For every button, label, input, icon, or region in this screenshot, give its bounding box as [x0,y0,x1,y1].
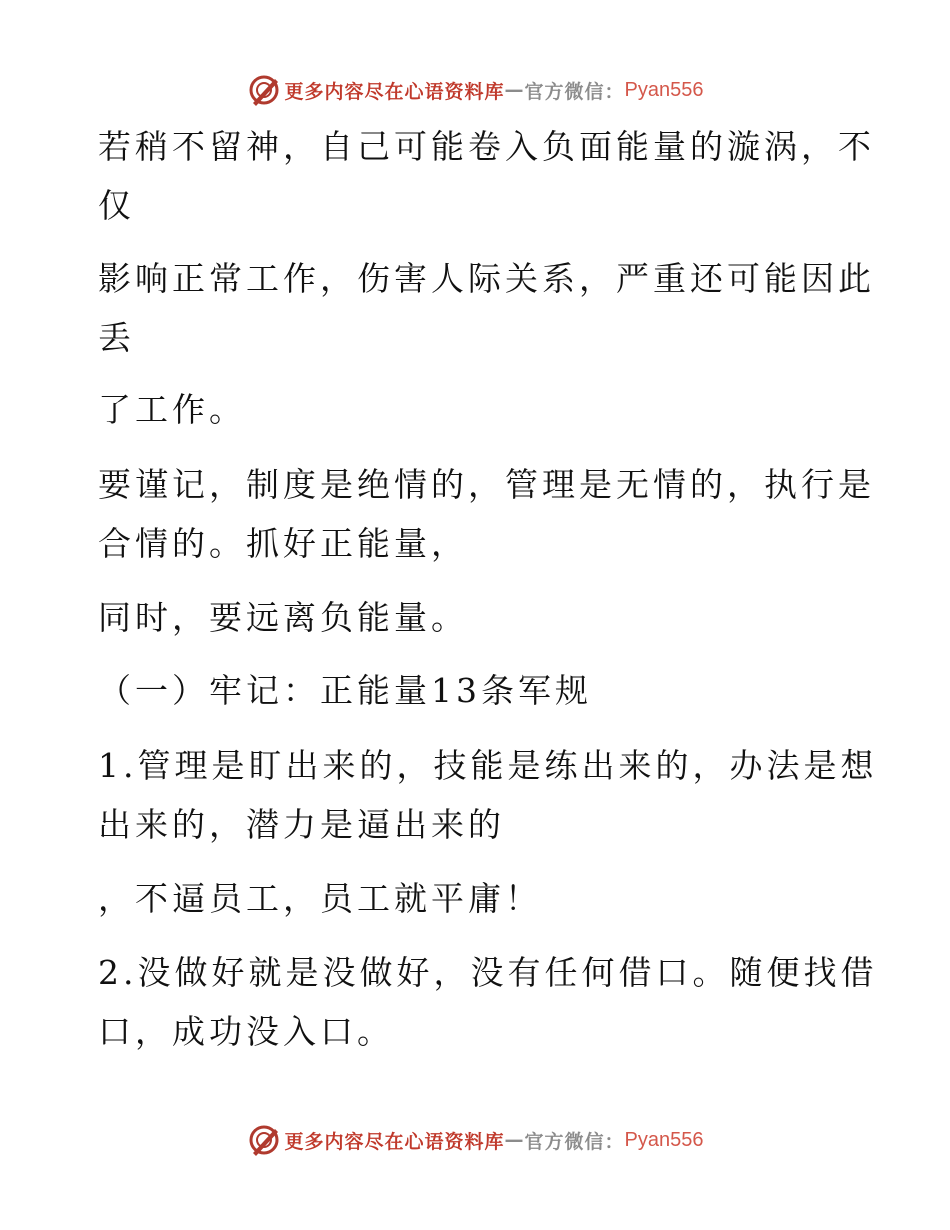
body-line: 同时，要远离负能量。 [98,598,468,637]
body-line: 要谨记，制度是绝情的，管理是无情的，执行是 [98,465,875,504]
body-line: 丢 [98,318,135,357]
body-line: 若稍不留神，自己可能卷入负面能量的漩涡，不 [98,127,875,166]
body-line: ，不逼员工，员工就平庸！ [98,879,542,918]
banner-wechat-label: 官方微信： [524,80,625,103]
pen-logo-icon [247,1123,281,1157]
banner-dash: — [504,79,525,101]
banner-wechat-id: Pyan556 [624,1128,704,1151]
banner-dash: — [504,1129,525,1151]
banner-site-text: 更多内容尽在心语资料库 [284,80,505,103]
body-line: 仅 [98,186,135,225]
footer-banner [0,1120,950,1160]
header-banner [0,70,950,110]
banner-site-text: 更多内容尽在心语资料库 [284,1130,505,1153]
banner-wechat-label: 官方微信： [524,1130,625,1153]
body-line: 了工作。 [98,390,246,429]
body-line: 合情的。抓好正能量， [98,524,468,563]
body-line: 口，成功没入口。 [98,1012,394,1051]
body-line: 影响正常工作，伤害人际关系，严重还可能因此 [98,259,875,298]
body-line: 出来的，潜力是逼出来的 [98,805,505,844]
section-heading: （一）牢记：正能量13条军规 [98,671,592,710]
body-line: 1.管理是盯出来的，技能是练出来的，办法是想 [98,746,878,785]
pen-logo-icon [247,73,281,107]
banner-wechat-id: Pyan556 [624,78,704,101]
body-line: 2.没做好就是没做好，没有任何借口。随便找借 [98,953,878,992]
